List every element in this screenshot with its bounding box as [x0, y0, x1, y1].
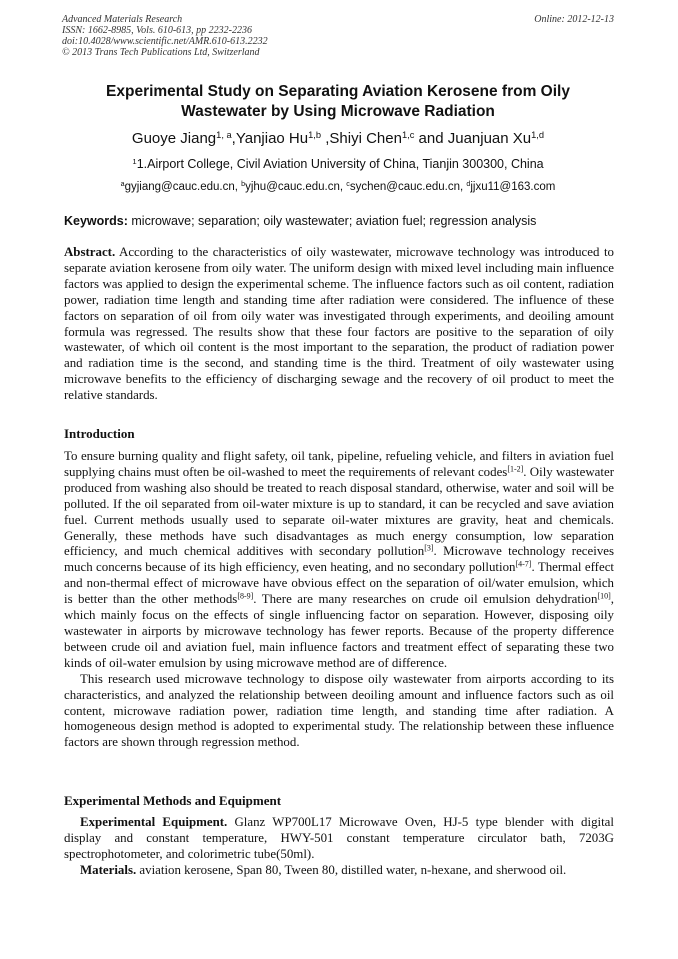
intro-paragraph-2: This research used microwave technology to dispose oily wastewater from airports according to its characteristics, and analyzed the relationship between deoiling amount and influence factors such as oil content, microwave radiation power, radiation time length, and standing time after radiation. A homogeneous design method is adopted to experimental study. The relationship between these influence factors are shown through regression method. — [64, 671, 614, 750]
paper-title — [62, 82, 614, 122]
author-affil-sup: 1,b — [308, 129, 322, 140]
abstract-label: Abstract. — [64, 245, 116, 259]
email-address[interactable]: jjxu11@163.com — [470, 181, 556, 193]
keywords-label: Keywords: — [64, 214, 128, 228]
journal-issn: ISSN: 1662-8985, Vols. 610-613, pp 2232-2236 — [62, 25, 252, 36]
email-address[interactable]: gyjiang@cauc.edu.cn — [124, 181, 235, 193]
citation: [3] — [424, 544, 434, 554]
email-sup: d — [466, 180, 471, 189]
author-name: Shiyi Chen — [329, 130, 402, 147]
email-list — [62, 180, 614, 194]
author-separator: , — [321, 130, 330, 147]
author-name: Juanjuan Xu — [447, 130, 532, 147]
intro-text: . Oily wastewater produced from washing also should be treated to reach disposal standard, otherwise, water and soil will be polluted. If the oil separated from oil-water mixture is up to standard, it can be recycled and save aviation fuel. Current methods usually used to separate oil-water mixtures are gravity, heat and chemicals. Generally, these methods have such disadvantages as much energy consumption, low separation efficiency, and much chemical additives with secondary pollution — [64, 464, 614, 559]
journal-header — [62, 14, 268, 58]
journal-copyright: © 2013 Trans Tech Publications Ltd, Switzerland — [62, 47, 260, 58]
keywords-text: microwave; separation; oily wastewater; aviation fuel; regression analysis — [127, 214, 537, 228]
equipment-label: Experimental Equipment. — [80, 815, 228, 829]
email-address[interactable]: yjhu@cauc.edu.cn — [245, 181, 340, 193]
citation: [10] — [597, 591, 611, 601]
online-date: Online: 2012-12-13 — [534, 14, 614, 25]
materials-label: Materials. — [80, 862, 137, 877]
email-separator: , — [339, 181, 347, 193]
email-sup: c — [346, 180, 350, 189]
intro-text: , which mainly focus on the effects of single influencing factor on separation. However, disposing oily wastewater in airports by microwave technology has fewer reports. Because of the property difference between crude oil and aviation fuel, main influence factors and treatment effect of separating these two kinds of oil-water emulsion by using microwave method are of difference. — [64, 592, 614, 670]
intro-text: . There are many researches on crude oil emulsion dehydration — [253, 592, 598, 607]
intro-paragraph-1 — [64, 449, 614, 672]
citation: [1-2] — [507, 464, 524, 474]
author-and: and — [414, 130, 448, 147]
email-sup: b — [241, 180, 246, 189]
intro-heading: Introduction — [64, 426, 135, 441]
email-separator: , — [460, 181, 467, 193]
methods-body — [64, 815, 614, 879]
intro-text: . Thermal effect and non-thermal effect of microwave have obvious effect on the separation of oil/water emulsion, which is better than the other methods — [64, 560, 615, 607]
email-address[interactable]: sychen@cauc.edu.cn — [349, 181, 460, 193]
equipment-text: Glanz WP700L17 Microwave Oven, HJ-5 type blender with digital display and constant temperature, HWY-501 constant temperature circulator bath, 7203G spectrophotometer, and colorimetric tube(50ml). — [64, 815, 614, 861]
abstract — [64, 245, 614, 404]
intro-text: . Microwave technology receives much concerns because of its high efficiency, even heating, and no secondary pollution — [64, 544, 614, 575]
keywords — [64, 214, 616, 229]
affiliation — [62, 157, 614, 172]
citation: [8-9] — [237, 591, 254, 601]
author-affil-sup: 1, a — [216, 129, 232, 140]
title-line-1: Experimental Study on Separating Aviation Kerosene from Oily — [106, 83, 570, 100]
author-separator: , — [231, 130, 236, 147]
methods-heading: Experimental Methods and Equipment — [64, 793, 282, 808]
title-line-2: Wastewater by Using Microwave Radiation — [181, 103, 495, 120]
journal-name: Advanced Materials Research — [62, 14, 183, 25]
email-separator: , — [234, 181, 242, 193]
materials-paragraph — [64, 863, 614, 879]
abstract-text: According to the characteristics of oily wastewater, microwave technology was introduced to separate aviation kerosene from oily water. The uniform design with mixed level including main influence factors was applied to design the experimental scheme. The influence factors such as oil content, radiation power, radiation time length and standing time after radiation were considered. The influence of these factors on separation of oil from oily water was investigated through experiments, and deoiling amount formula was regressed. The results show that these four factors are positive to the separation of oily wastewater, of which oil content is the most important to the separation, the product of radiation power and radiation time is the second, and standing time is the third. Treatment of oily wastewater using microwave benefits to the efficiency of discharging sewage and the recovery of oil product to meet the relative standards. — [64, 245, 614, 403]
author-name: Yanjiao Hu — [235, 130, 309, 147]
email-sup: a — [120, 180, 125, 189]
author-name: Guoye Jiang — [131, 130, 217, 147]
affiliation-sup: 1 — [132, 156, 137, 166]
author-affil-sup: 1,d — [531, 129, 545, 140]
introduction-body — [64, 449, 614, 751]
citation: [4-7] — [515, 559, 532, 569]
author-list — [62, 130, 614, 148]
author-affil-sup: 1,c — [401, 129, 415, 140]
affiliation-text: 1.Airport College, Civil Aviation University of China, Tianjin 300300, China — [136, 157, 544, 171]
intro-text: To ensure burning quality and flight safety, oil tank, pipeline, refueling vehicle, and filters in aviation fuel supplying chains must often be oil-washed to meet the requirements of relevant codes — [64, 449, 614, 479]
materials-text: aviation kerosene, Span 80, Tween 80, distilled water, n-hexane, and sherwood oil. — [136, 862, 567, 877]
equipment-paragraph — [64, 815, 614, 863]
journal-doi: doi:10.4028/www.scientific.net/AMR.610-613.2232 — [62, 36, 268, 47]
